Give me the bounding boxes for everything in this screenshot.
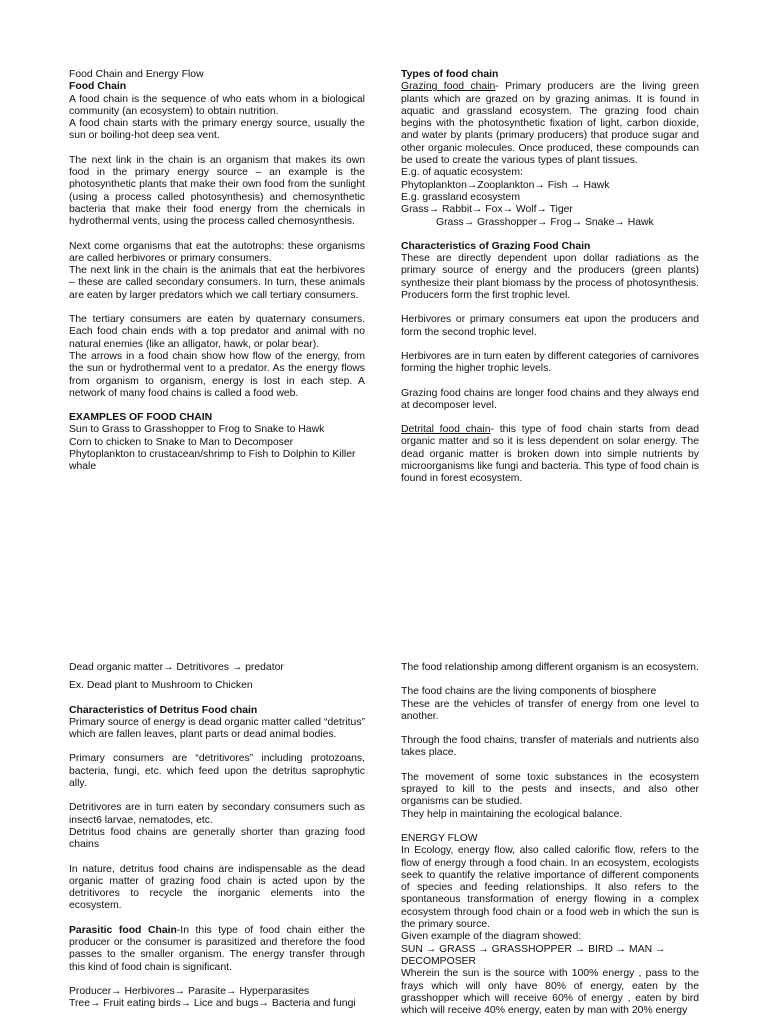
paragraph: Grazing food chains are longer food chains and they always end at decomposer level. (401, 387, 699, 411)
example-line: Corn to chicken to Snake to Man to Decomposer (69, 436, 294, 448)
chain-line: Phytoplankton→Zooplankton→ Fish → Hawk (401, 179, 610, 191)
column-bottom-left (69, 662, 365, 1011)
paragraph: Detritus food chains are generally shorter than grazing food chains (69, 826, 365, 851)
paragraph: Wherein the sun is the source with 100% energy , pass to the frays which will only have 80% of energy, eaten by the grasshopper which will receive 60% of energy , eaten by bird which will receive 40% energy, eaten by man with 20% energy (401, 968, 699, 1017)
parasitic-text: -In this type of food chain either the producer or the consumer is parasitized and therefore the food passes to the smaller organism. The energy transfer through this kind of food chain is significant. (69, 924, 365, 973)
paragraph: The next link in the chain is an organism that makes its own food in the primary energy source – an example is the photosynthetic plants that make their own food from the sunlight (using a process called photosynthesis) and chemosynthetic bacteria that make their food energy from the chemicals in hydrothermal vents, using the process called chemosynthesis. (69, 154, 365, 228)
example-line: Phytoplankton to crustacean/shrimp to Fish to Dolphin to Killer whale (69, 449, 356, 473)
paragraph: The arrows in a food chain show how flow of the energy, from the sun or hydrothermal vent to a predator. As the energy flows from organism to organism, energy is lost in each step. A network of many food chains is called a food web. (69, 350, 365, 399)
chain-line: Dead organic matter→ Detritivores → predator (69, 662, 284, 673)
paragraph: Primary consumers are “detritivores” including protozoans, bacteria, fungi, etc. which feed upon the detritus saprophytic ally. (69, 753, 365, 790)
paragraph: Detritivores are in turn eaten by secondary consumers such as insect6 larvae, nematodes, etc. (69, 802, 365, 826)
detrital-text: - this type of food chain starts from dead organic matter and so it is less dependent on solar energy. The dead organic matter is broken down into simple nutrients by microorganisms like fungi and bacteria. This type of food chain is found in forest ecosystem. (401, 424, 699, 485)
chain-line: Grass→ Grasshopper→ Frog→ Snake→ Hawk (436, 216, 654, 228)
paragraph-parasitic (69, 925, 365, 974)
paragraph: In nature, detritus food chains are indispensable as the dead organic matter of grazing food chain is acted upon by the detritivores to recycle the inorganic elements into the ecosystem. (69, 863, 365, 912)
heading-char-grazing: Characteristics of Grazing Food Chain (401, 240, 591, 252)
grazing-text: - Primary producers are the living green plants which are grazed on by grazing animas. It is found in aquatic and grassland ecosystem. The grazing food chain begins with the photosynthetic fixation of light, carbon dioxide, and water by plants (primary producers) that produce sugar and other organic molecules. Once produced, these compounds can be used to create the various types of plant tissues. (401, 81, 699, 167)
example-line: Sun to Grass to Grasshopper to Frog to Snake to Hawk (69, 424, 325, 436)
paragraph: Through the food chains, transfer of materials and nutrients also takes place. (401, 735, 699, 759)
heading-types: Types of food chain (401, 69, 499, 80)
heading-food-chain: Food Chain (69, 81, 127, 93)
heading-char-detritus: Characteristics of Detritus Food chain (69, 704, 258, 716)
paragraph: Herbivores or primary consumers eat upon the producers and form the second trophic level. (401, 314, 699, 338)
term-parasitic: Parasitic food Chain (69, 924, 177, 936)
chain-line: Grass→ Rabbit→ Fox→ Wolf→ Tiger (401, 204, 573, 216)
paragraph: A food chain starts with the primary energy source, usually the sun or boiling-hot deep sea vent. (69, 118, 365, 142)
paragraph-detrital (401, 424, 699, 485)
paragraph: Primary source of energy is dead organic matter called “detritus” which are fallen leaves, plant parts or dead animal bodies. (69, 716, 365, 741)
paragraph: In Ecology, energy flow, also called calorific flow, refers to the flow of energy through a food chain. In an ecosystem, ecologists seek to quantify the relative importance of different components of species and feeding relationships. It also refers to the spontaneous transformation of energy flowing in a complex ecosystem through food chain or a food web in which the sun is the primary source. (401, 845, 699, 931)
paragraph: The movement of some toxic substances in the ecosystem sprayed to kill to the pests and insects, and also other organisms can be studied. (401, 771, 699, 808)
paragraph: The next link in the chain is the animals that eat the herbivores – these are called secondary consumers. In turn, these animals are eaten by larger predators which we call tertiary consumers. (69, 265, 365, 301)
paragraph-grazing (401, 81, 699, 167)
heading-examples: EXAMPLES OF FOOD CHAIN (69, 412, 213, 424)
chain-line: SUN → GRASS → GRASSHOPPER → BIRD → MAN → DECOMPOSER (401, 943, 666, 967)
column-top-left (69, 69, 365, 474)
term-grazing: Grazing food chain (401, 81, 496, 93)
term-detrital: Detrital food chain (401, 424, 491, 436)
paragraph: They help in maintaining the ecological balance. (401, 808, 623, 820)
paragraph: Given example of the diagram showed: (401, 931, 582, 943)
column-bottom-right (401, 662, 699, 1017)
paragraph: The food chains are the living components of biosphere (401, 686, 657, 698)
paragraph: A food chain is the sequence of who eats whom in a biological community (an ecosystem) to obtain nutrition. (69, 93, 365, 117)
chain-line: Producer→ Herbivores→ Parasite→ Hyperparasites (69, 985, 310, 997)
example-line: Ex. Dead plant to Mushroom to Chicken (69, 680, 253, 692)
example-label: E.g. of aquatic ecosystem: (401, 167, 523, 179)
document-title: Food Chain and Energy Flow (69, 69, 204, 80)
paragraph: Herbivores are in turn eaten by different categories of carnivores forming the higher trophic levels. (401, 350, 699, 375)
chain-line: Tree→ Fruit eating birds→ Lice and bugs→ Bacteria and fungi (69, 998, 356, 1010)
paragraph: Next come organisms that eat the autotrophs: these organisms are called herbivores or primary consumers. (69, 240, 365, 264)
paragraph: These are the vehicles of transfer of energy from one level to another. (401, 698, 699, 722)
example-label: E.g. grassland ecosystem (401, 191, 520, 203)
column-top-right (401, 69, 699, 486)
heading-energy-flow: ENERGY FLOW (401, 832, 478, 844)
paragraph: The food relationship among different organism is an ecosystem. (401, 662, 699, 673)
paragraph: These are directly dependent upon dollar radiations as the primary source of energy and the producers (green plants) synthesize their plant biomass by the process of photosynthesis. Producers form the first trophic level. (401, 253, 699, 302)
paragraph: The tertiary consumers are eaten by quaternary consumers. Each food chain ends with a top predator and animal with no natural enemies (like an alligator, hawk, or polar bear). (69, 314, 365, 350)
